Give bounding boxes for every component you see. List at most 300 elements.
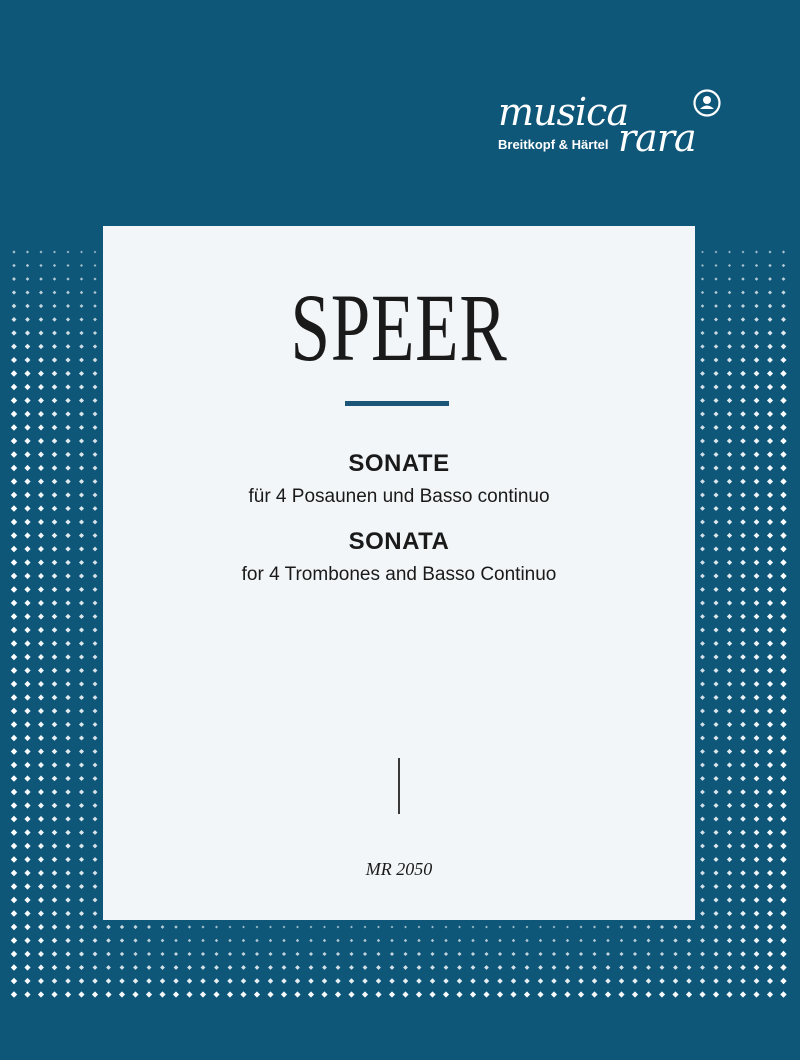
pattern-dot xyxy=(65,951,70,956)
pattern-dot xyxy=(11,991,17,997)
pattern-dot xyxy=(700,587,705,592)
pattern-dot xyxy=(781,344,787,350)
pattern-dot xyxy=(79,911,84,916)
pattern-dot xyxy=(93,763,98,768)
pattern-dot xyxy=(741,331,746,336)
pattern-dot xyxy=(65,735,70,740)
pattern-dot xyxy=(93,641,98,646)
pattern-dot xyxy=(38,479,44,485)
pattern-dot xyxy=(38,411,44,417)
pattern-dot xyxy=(754,614,760,620)
pattern-dot xyxy=(512,926,515,929)
pattern-dot xyxy=(93,587,98,592)
pattern-dot xyxy=(11,384,17,390)
pattern-dot xyxy=(11,802,17,808)
pattern-dot xyxy=(267,991,273,997)
pattern-dot xyxy=(147,965,152,970)
pattern-dot xyxy=(52,560,58,566)
pattern-dot xyxy=(24,694,30,700)
pattern-dot xyxy=(187,978,192,983)
pattern-dot xyxy=(38,654,44,660)
pattern-dot xyxy=(11,465,17,471)
pattern-dot xyxy=(700,506,705,511)
pattern-dot xyxy=(755,277,759,281)
pattern-dot xyxy=(727,654,732,659)
pattern-dot xyxy=(52,816,58,822)
pattern-dot xyxy=(79,358,84,363)
pattern-dot xyxy=(780,978,786,984)
pattern-dot xyxy=(93,898,98,903)
pattern-dot xyxy=(38,816,44,822)
pattern-dot xyxy=(525,965,530,970)
pattern-dot xyxy=(551,991,557,997)
pattern-dot xyxy=(457,965,462,970)
pattern-dot xyxy=(241,952,245,956)
pattern-dot xyxy=(566,939,569,942)
pattern-dot xyxy=(52,843,58,849)
pattern-dot xyxy=(767,478,773,484)
pattern-dot xyxy=(160,952,164,956)
pattern-dot xyxy=(780,384,786,390)
pattern-dot xyxy=(92,991,98,997)
pattern-dot xyxy=(740,398,746,404)
pattern-dot xyxy=(295,965,300,970)
pattern-dot xyxy=(780,532,786,538)
pattern-dot xyxy=(201,965,206,970)
pattern-dot xyxy=(106,952,111,957)
pattern-dot xyxy=(93,560,98,565)
pattern-dot xyxy=(24,748,30,754)
pattern-dot xyxy=(673,938,677,942)
pattern-dot xyxy=(727,911,732,916)
pattern-dot xyxy=(404,926,407,929)
pattern-dot xyxy=(485,939,488,942)
pattern-dot xyxy=(174,939,177,942)
pattern-dot xyxy=(79,857,84,862)
pattern-dot xyxy=(93,655,98,660)
pattern-dot xyxy=(24,991,30,997)
pattern-dot xyxy=(727,331,731,335)
pattern-dot xyxy=(322,952,326,956)
pattern-dot xyxy=(24,451,30,457)
pattern-dot xyxy=(645,991,651,997)
pattern-dot xyxy=(578,978,583,983)
pattern-dot xyxy=(79,803,84,808)
pattern-dot xyxy=(65,452,70,457)
pattern-dot xyxy=(754,411,760,417)
pattern-dot xyxy=(713,654,718,659)
pattern-dot xyxy=(714,304,718,308)
pattern-dot xyxy=(780,478,786,484)
pattern-dot xyxy=(741,304,745,308)
pattern-dot xyxy=(240,991,246,997)
pattern-dot xyxy=(728,304,732,308)
pattern-dot xyxy=(673,965,678,970)
subtitle-english: for 4 Trombones and Basso Continuo xyxy=(241,564,557,585)
pattern-dot xyxy=(38,762,44,768)
pattern-dot xyxy=(52,398,58,404)
pattern-dot xyxy=(673,978,678,983)
pattern-dot xyxy=(417,952,421,956)
pattern-dot xyxy=(619,978,624,983)
pattern-dot xyxy=(713,641,718,646)
pattern-dot xyxy=(700,898,705,903)
pattern-dot xyxy=(633,952,637,956)
pattern-dot xyxy=(93,493,98,498)
pattern-dot xyxy=(740,654,746,660)
pattern-dot xyxy=(700,857,705,862)
pattern-dot xyxy=(754,641,760,647)
pattern-dot xyxy=(11,667,17,673)
pattern-dot xyxy=(66,291,70,295)
pattern-dot xyxy=(767,924,773,930)
pattern-dot xyxy=(780,546,786,552)
pattern-dot xyxy=(38,911,44,917)
pattern-dot xyxy=(52,722,58,728)
pattern-dot xyxy=(740,776,746,782)
pattern-dot xyxy=(700,884,705,889)
pattern-dot xyxy=(38,681,44,687)
pattern-dot xyxy=(767,978,773,984)
pattern-dot xyxy=(727,924,732,929)
pattern-dot xyxy=(767,694,773,700)
pattern-dot xyxy=(713,789,718,794)
pattern-dot xyxy=(52,749,58,755)
pattern-dot xyxy=(524,991,530,997)
pattern-dot xyxy=(65,965,70,970)
pattern-dot xyxy=(255,939,258,942)
pattern-dot xyxy=(740,452,746,458)
pattern-dot xyxy=(160,978,165,983)
pattern-dot xyxy=(79,452,84,457)
pattern-dot xyxy=(173,978,178,983)
pattern-dot xyxy=(24,627,30,633)
pattern-dot xyxy=(11,708,17,714)
pattern-dot xyxy=(52,573,58,579)
pattern-dot xyxy=(700,439,705,444)
pattern-dot xyxy=(65,978,70,983)
pattern-dot xyxy=(93,857,98,862)
pattern-dot xyxy=(727,722,732,727)
pattern-dot xyxy=(700,695,705,700)
pattern-dot xyxy=(93,925,98,930)
pattern-dot xyxy=(768,290,772,294)
pattern-dot xyxy=(132,991,138,997)
pattern-dot xyxy=(754,506,760,512)
pattern-dot xyxy=(65,384,70,389)
pattern-dot xyxy=(66,277,69,280)
pattern-dot xyxy=(377,939,380,942)
pattern-dot xyxy=(79,641,84,646)
pattern-dot xyxy=(754,816,760,822)
pattern-dot xyxy=(65,519,70,524)
pattern-dot xyxy=(700,614,705,619)
pattern-dot xyxy=(133,965,138,970)
pattern-dot xyxy=(24,681,30,687)
pattern-dot xyxy=(24,492,30,498)
pattern-dot xyxy=(740,384,746,390)
pattern-dot xyxy=(38,991,44,997)
pattern-dot xyxy=(133,978,138,983)
pattern-dot xyxy=(430,952,434,956)
pattern-dot xyxy=(38,546,44,552)
pattern-dot xyxy=(754,519,760,525)
pattern-dot xyxy=(38,357,44,363)
pattern-dot xyxy=(11,735,17,741)
pattern-dot xyxy=(780,816,786,822)
pattern-dot xyxy=(282,939,285,942)
pattern-dot xyxy=(336,939,339,942)
pattern-dot xyxy=(566,926,569,929)
pattern-dot xyxy=(24,384,30,390)
pattern-dot xyxy=(349,978,354,983)
pattern-dot xyxy=(79,411,84,416)
pattern-dot xyxy=(700,952,705,957)
pattern-dot xyxy=(11,344,17,350)
pattern-dot xyxy=(11,478,17,484)
pattern-dot xyxy=(713,506,718,511)
pattern-dot xyxy=(38,492,44,498)
pattern-dot xyxy=(768,250,771,253)
pattern-dot xyxy=(781,290,785,294)
pattern-dot xyxy=(727,897,732,902)
pattern-dot xyxy=(727,965,732,970)
pattern-dot xyxy=(39,317,44,322)
pattern-dot xyxy=(754,371,760,377)
pattern-dot xyxy=(11,424,17,430)
pattern-dot xyxy=(11,748,17,754)
pattern-dot xyxy=(146,978,151,983)
pattern-dot xyxy=(713,573,718,578)
pattern-dot xyxy=(65,398,70,403)
pattern-dot xyxy=(93,628,98,633)
pattern-dot xyxy=(93,803,98,808)
pattern-dot xyxy=(38,803,44,809)
pattern-dot xyxy=(740,816,746,822)
pattern-dot xyxy=(728,251,731,254)
pattern-dot xyxy=(376,965,381,970)
pattern-dot xyxy=(780,424,786,430)
pattern-dot xyxy=(79,830,84,835)
pattern-dot xyxy=(11,613,17,619)
pattern-dot xyxy=(161,939,165,943)
pattern-dot xyxy=(754,600,760,606)
vertical-divider xyxy=(398,758,400,814)
pattern-dot xyxy=(754,465,760,471)
pattern-dot xyxy=(52,884,58,890)
pattern-dot xyxy=(647,939,651,943)
pattern-dot xyxy=(767,424,773,430)
pattern-dot xyxy=(38,371,44,377)
pattern-dot xyxy=(241,978,246,983)
pattern-dot xyxy=(701,277,704,280)
pattern-dot xyxy=(24,775,30,781)
pattern-dot xyxy=(79,587,84,592)
pattern-dot xyxy=(214,952,218,956)
pattern-dot xyxy=(646,978,651,983)
pattern-dot xyxy=(740,465,746,471)
pattern-dot xyxy=(713,816,718,821)
pattern-dot xyxy=(281,978,286,983)
pattern-dot xyxy=(11,532,17,538)
pattern-dot xyxy=(93,439,98,444)
pattern-dot xyxy=(24,708,30,714)
pattern-dot xyxy=(65,411,70,416)
pattern-dot xyxy=(618,991,624,997)
pattern-dot xyxy=(713,438,718,443)
pattern-dot xyxy=(740,789,746,795)
pattern-dot xyxy=(606,965,611,970)
pattern-dot xyxy=(780,465,786,471)
pattern-dot xyxy=(511,952,515,956)
pattern-dot xyxy=(593,939,596,942)
pattern-dot xyxy=(39,264,42,267)
pattern-dot xyxy=(727,830,732,835)
pattern-dot xyxy=(38,668,44,674)
pattern-dot xyxy=(484,965,489,970)
pattern-dot xyxy=(592,952,596,956)
pattern-dot xyxy=(38,452,44,458)
accent-rule xyxy=(345,401,449,406)
pattern-dot xyxy=(780,924,786,930)
pattern-dot xyxy=(780,937,786,943)
pattern-dot xyxy=(754,384,760,390)
pattern-dot xyxy=(147,925,151,929)
pattern-dot xyxy=(79,789,84,794)
pattern-dot xyxy=(767,829,773,835)
pattern-dot xyxy=(727,735,732,740)
publisher-emblem-icon xyxy=(692,88,722,118)
pattern-dot xyxy=(767,600,773,606)
pattern-dot xyxy=(701,304,705,308)
pattern-dot xyxy=(713,991,719,997)
pattern-dot xyxy=(336,965,341,970)
pattern-dot xyxy=(767,654,773,660)
pattern-dot xyxy=(38,857,44,863)
pattern-dot xyxy=(52,411,58,417)
pattern-dot xyxy=(310,926,313,929)
pattern-dot xyxy=(93,736,98,741)
pattern-dot xyxy=(215,939,218,942)
pattern-dot xyxy=(780,883,786,889)
pattern-dot xyxy=(713,587,718,592)
pattern-dot xyxy=(93,479,98,484)
pattern-dot xyxy=(579,952,583,956)
pattern-dot xyxy=(11,492,17,498)
pattern-dot xyxy=(65,708,70,713)
pattern-dot xyxy=(65,627,70,632)
pattern-dot xyxy=(700,817,705,822)
pattern-dot xyxy=(119,991,125,997)
pattern-dot xyxy=(93,398,98,403)
pattern-dot xyxy=(767,667,773,673)
pattern-dot xyxy=(740,492,746,498)
pattern-dot xyxy=(525,952,529,956)
pattern-dot xyxy=(754,789,760,795)
pattern-dot xyxy=(740,614,746,620)
pattern-dot xyxy=(93,682,98,687)
pattern-dot xyxy=(740,425,746,431)
pattern-dot xyxy=(65,681,70,686)
logo-subline: Breitkopf & Härtel xyxy=(498,137,609,152)
pattern-dot xyxy=(52,384,58,390)
pattern-dot xyxy=(65,600,70,605)
pattern-dot xyxy=(713,911,718,916)
pattern-dot xyxy=(65,938,70,943)
pattern-dot xyxy=(754,681,760,687)
pattern-dot xyxy=(11,883,17,889)
pattern-dot xyxy=(429,991,435,997)
pattern-dot xyxy=(525,939,528,942)
pattern-dot xyxy=(727,803,732,808)
pattern-dot xyxy=(38,776,44,782)
pattern-dot xyxy=(78,991,84,997)
pattern-dot xyxy=(430,965,435,970)
pattern-dot xyxy=(510,991,516,997)
pattern-dot xyxy=(780,802,786,808)
pattern-dot xyxy=(79,884,84,889)
pattern-dot xyxy=(767,492,773,498)
pattern-dot xyxy=(38,978,44,984)
pattern-dot xyxy=(93,452,98,457)
pattern-dot xyxy=(93,938,98,943)
pattern-dot xyxy=(389,991,395,997)
pattern-dot xyxy=(740,533,746,539)
pattern-dot xyxy=(294,991,300,997)
pattern-dot xyxy=(93,871,98,876)
pattern-dot xyxy=(52,911,58,917)
pattern-dot xyxy=(242,926,245,929)
pattern-dot xyxy=(700,560,705,565)
pattern-dot xyxy=(52,870,58,876)
pattern-dot xyxy=(52,479,58,485)
pattern-dot xyxy=(606,925,609,928)
pattern-dot xyxy=(632,978,637,983)
pattern-dot xyxy=(11,505,17,511)
pattern-dot xyxy=(767,438,773,444)
pattern-dot xyxy=(700,493,705,498)
pattern-dot xyxy=(336,952,340,956)
pattern-dot xyxy=(24,613,30,619)
pattern-dot xyxy=(782,277,786,281)
pattern-dot xyxy=(80,304,84,308)
pattern-dot xyxy=(174,952,178,956)
pattern-dot xyxy=(539,926,542,929)
pattern-dot xyxy=(713,708,718,713)
pattern-dot xyxy=(767,505,773,511)
pattern-dot xyxy=(38,587,44,593)
pattern-dot xyxy=(79,438,84,443)
pattern-dot xyxy=(728,264,731,267)
pattern-dot xyxy=(24,573,30,579)
pattern-dot xyxy=(93,520,98,525)
pattern-dot xyxy=(11,357,17,363)
pattern-dot xyxy=(633,939,637,943)
pattern-dot xyxy=(349,952,353,956)
pattern-dot xyxy=(780,505,786,511)
pattern-dot xyxy=(24,856,30,862)
pattern-dot xyxy=(93,291,96,294)
pattern-dot xyxy=(780,492,786,498)
pattern-dot xyxy=(79,425,84,430)
pattern-dot xyxy=(11,978,17,984)
pattern-dot xyxy=(727,317,731,321)
title-german: SONATE xyxy=(348,450,450,477)
pattern-dot xyxy=(93,412,98,417)
pattern-dot xyxy=(65,506,70,511)
pattern-dot xyxy=(767,937,773,943)
pattern-dot xyxy=(93,385,98,390)
